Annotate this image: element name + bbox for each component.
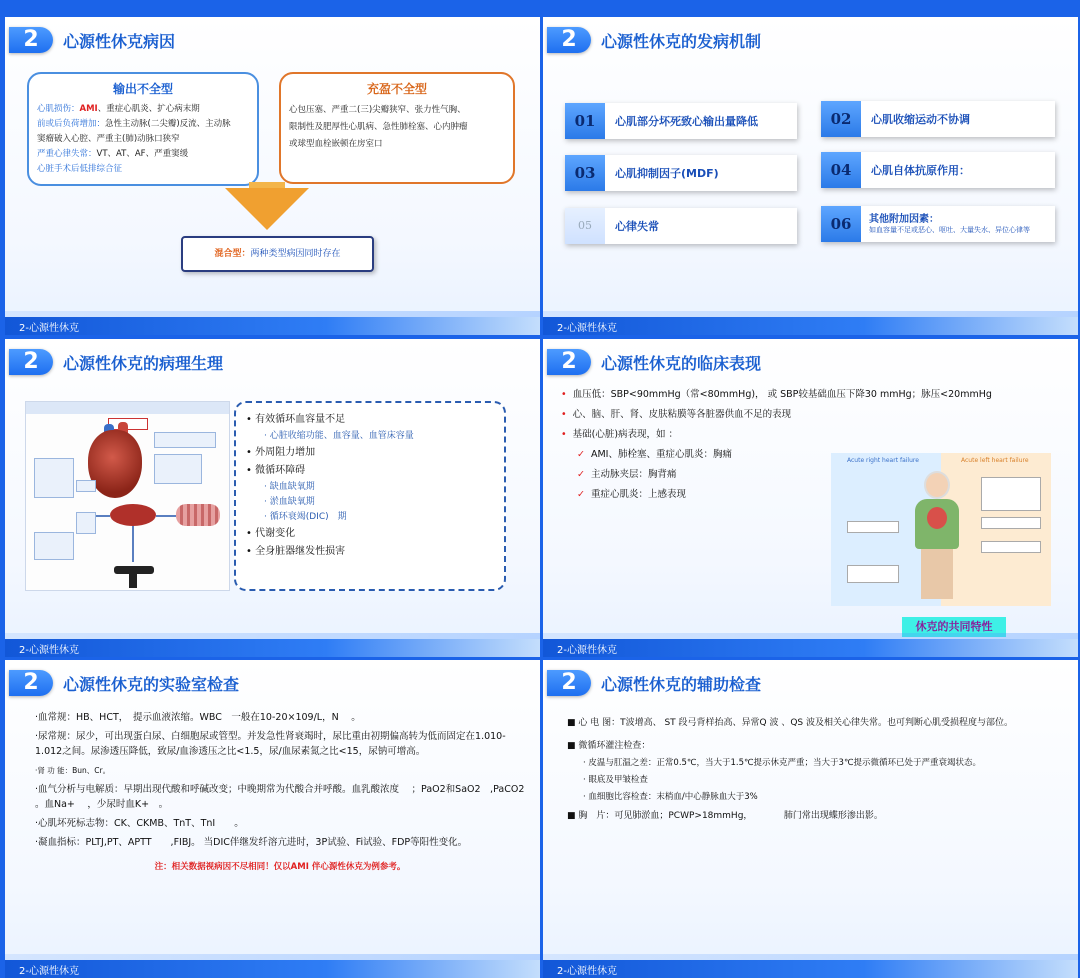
section-number-badge: 2 <box>547 670 591 696</box>
slide-mechanism[interactable] <box>543 17 1078 335</box>
mixed-type-box: 混合型：两种类型病因同时存在 <box>181 236 374 272</box>
filling-insufficient-box <box>279 72 515 184</box>
figure-box <box>847 565 899 583</box>
clinical-sub-item: ✓ 重症心肌炎：上感表现 <box>577 489 686 500</box>
slide-title: 心源性休克的病理生理 <box>63 354 224 373</box>
slide-lab-tests[interactable] <box>5 660 540 978</box>
aux-item: ■ 胸 片：可见肺淤血；PCWP>18mmHg， 肺门常出现蝶形渗出影。 <box>567 811 883 821</box>
tissue-illustration <box>176 504 220 526</box>
etiology-line: 限制性及肥厚性心肌病、急性肺栓塞、心内肿瘤 <box>289 122 468 132</box>
slide-pathophysiology[interactable] <box>5 339 540 657</box>
diagram-arrow <box>96 515 110 517</box>
section-number-badge: 2 <box>547 349 591 375</box>
box-heading: 输出不全型 <box>112 82 173 96</box>
aux-sub-item: · 眼底及甲皱检查 <box>583 775 648 785</box>
lab-note: 注：相关数据视病因不尽相同！仅以AMI 伴心源性休克为例参考。 <box>154 862 406 872</box>
section-number-badge: 2 <box>9 27 53 53</box>
bullet-item: • 微循环障碍 <box>246 462 494 480</box>
slide-title: 心源性休克的发病机制 <box>601 32 762 51</box>
section-number-badge: 2 <box>547 27 591 53</box>
mechanism-item: 06 其他附加因素： 如血容量不足或恶心、呕吐、大量失水、异位心律等 <box>821 206 1055 242</box>
slide-footer: 2-心源性休克 <box>543 317 1078 335</box>
box-heading: 充盈不全型 <box>366 82 427 96</box>
figure-box <box>847 521 899 533</box>
pathophysiology-diagram <box>25 401 230 591</box>
diagram-box <box>76 480 96 492</box>
bullet-item: • 代谢变化 <box>246 525 494 543</box>
mechanism-item: 03 心肌抑制因子(MDF) <box>565 155 797 191</box>
diagram-arrow <box>132 526 134 562</box>
bullet-item: • 有效循环血容量不足 <box>246 411 494 429</box>
aux-sub-item: · 皮温与肛温之差：正常0.5℃，当大于1.5℃提示休克严重；当大于3℃提示微循环已处于严重衰竭状态。 <box>583 758 981 768</box>
lab-list <box>35 710 537 872</box>
figure-box <box>981 517 1041 529</box>
bullet-item: • 外周阻力增加 <box>246 444 494 462</box>
clinical-item: • 基础(心脏)病表现，如 ： <box>561 429 679 440</box>
diagram-note <box>108 418 148 430</box>
slide-footer: 2-心源性休克 <box>5 639 540 657</box>
sub-item: · 缺血缺氧期 <box>246 480 494 495</box>
mechanism-item: 04 心肌自体抗原作用： <box>821 152 1055 188</box>
output-insufficient-box <box>27 72 259 186</box>
diagram-box <box>34 458 74 498</box>
aux-item: ■ 微循环灌注检查： <box>567 741 651 751</box>
slide-etiology[interactable] <box>5 17 540 335</box>
aux-sub-item: · 血细胞比容检查：末梢血/中心静脉血大于3% <box>583 792 758 802</box>
diagram-arrow <box>156 515 176 517</box>
diagram-box <box>76 512 96 534</box>
sub-item: · 淤血缺氧期 <box>246 495 494 510</box>
pathophysiology-list <box>234 401 506 591</box>
bullet-item: • 全身脏器继发性损害 <box>246 543 494 561</box>
slide-title: 心源性休克的辅助检查 <box>601 675 762 694</box>
aux-item: ■ 心 电 图：T波增高、 ST 段弓背样抬高、异常Q 波 、QS 波及相关心律失常。也可判断心肌受损程度与部位。 <box>567 718 1013 728</box>
auxiliary-list <box>567 715 1067 825</box>
diagram-box <box>34 532 74 560</box>
slide-footer: 2-心源性休克 <box>5 960 540 978</box>
sub-item: · 循环衰竭(DIC) 期 <box>246 510 494 525</box>
slide-auxiliary-tests[interactable] <box>543 660 1078 978</box>
figure-right-label: Acute left heart failure <box>961 457 1029 464</box>
shock-common-tag: 休克的共同特性 <box>902 617 1006 637</box>
lab-item: ·肾 功 能：Bun、Cr。 <box>35 766 111 775</box>
patient-bed-graphic <box>114 566 154 574</box>
figure-box <box>981 477 1041 511</box>
clinical-item: • 心、脑、肝、肾、皮肤粘膜等各脏器供血不足的表现 <box>561 409 792 420</box>
etiology-line: 窦瘤破入心腔、严重主(肺)动脉口狭窄 <box>37 134 180 144</box>
clinical-sub-item: ✓ 主动脉夹层：胸背痛 <box>577 469 677 480</box>
diagram-box <box>154 432 216 448</box>
etiology-line: 心肌损伤：AMI、重症心肌炎、扩心病末期 <box>37 104 200 114</box>
section-number-badge: 2 <box>9 670 53 696</box>
patient-legs-graphic <box>921 549 953 599</box>
slide-footer: 2-心源性休克 <box>5 317 540 335</box>
down-arrow-icon <box>225 188 309 230</box>
heart-illustration <box>88 430 142 498</box>
figure-left-label: Acute right heart failure <box>847 457 919 464</box>
lab-item: ·血常规：HB、HCT， 提示血液浓缩。WBC 一般在10-20×109/L，N 。 <box>35 712 361 723</box>
slide-footer: 2-心源性休克 <box>543 960 1078 978</box>
section-number-badge: 2 <box>9 349 53 375</box>
patient-head-graphic <box>924 471 950 499</box>
lab-item: ·尿常规：尿少，可出现蛋白尿、白细胞尿或管型。并发急性肾衰竭时，尿比重由初期偏高转为低而固定在1.010-1.012之间。尿渗透压降低，致尿/血渗透压之比<1.5，尿/血尿素氮之比<15，尿钠可增高。 <box>35 731 506 757</box>
etiology-line: 心包压塞、严重二(三)尖瓣狭窄、张力性气胸、 <box>289 105 466 115</box>
heart-failure-figure <box>831 453 1051 606</box>
slide-footer: 2-心源性休克 <box>543 639 1078 657</box>
etiology-line: 严重心律失常：VT、AT、AF、严重窦缓 <box>37 149 189 159</box>
lab-item: ·血气分析与电解质：早期出现代酸和呼碱改变；中晚期常为代酸合并呼酸。血乳酸浓度 ；PaO2和SaO2 ,PaCO2 。血Na+ ，少尿时血K+ 。 <box>35 784 537 810</box>
diagram-header-bar <box>26 402 229 414</box>
slide-title: 心源性休克的实验室检查 <box>63 675 240 694</box>
figure-box <box>981 541 1041 553</box>
lab-item: ·心肌坏死标志物：CK、CKMB、TnT、TnI 。 <box>35 818 244 829</box>
mechanism-item: 02 心肌收缩运动不协调 <box>821 101 1055 137</box>
slide-clinical[interactable] <box>543 339 1078 657</box>
mechanism-item: 05 心律失常 <box>565 208 797 244</box>
slide-title: 心源性休克的临床表现 <box>601 354 762 373</box>
mechanism-item: 01 心肌部分坏死致心输出量降低 <box>565 103 797 139</box>
diagram-box <box>154 454 202 484</box>
organ-graphic <box>927 507 947 529</box>
etiology-line: 心脏手术后低排综合征 <box>37 164 123 174</box>
clinical-item: • 血压低：SBP<90mmHg（常<80mmHg)， 或 SBP较基础血压下降30 mmHg；脉压<20mmHg <box>561 389 992 400</box>
etiology-line: 或球型血栓嵌顿在房室口 <box>289 139 383 149</box>
clinical-sub-item: ✓ AMI、肺栓塞、重症心肌炎：胸痛 <box>577 449 732 460</box>
slide-title: 心源性休克病因 <box>63 32 176 51</box>
central-node <box>110 504 156 526</box>
lab-item: ·凝血指标：PLTJ,PT、APTT ,FIBJ。 当DIC伴继发纤溶亢进时，3P试验、Fi试验、FDP等阳性变化。 <box>35 837 468 848</box>
sub-item: · 心脏收缩功能、血容量、血管床容量 <box>246 429 494 444</box>
etiology-line: 前或后负荷增加：急性主动脉(二尖瓣)反流、主动脉 <box>37 119 231 129</box>
patient-bed-graphic <box>129 574 137 588</box>
